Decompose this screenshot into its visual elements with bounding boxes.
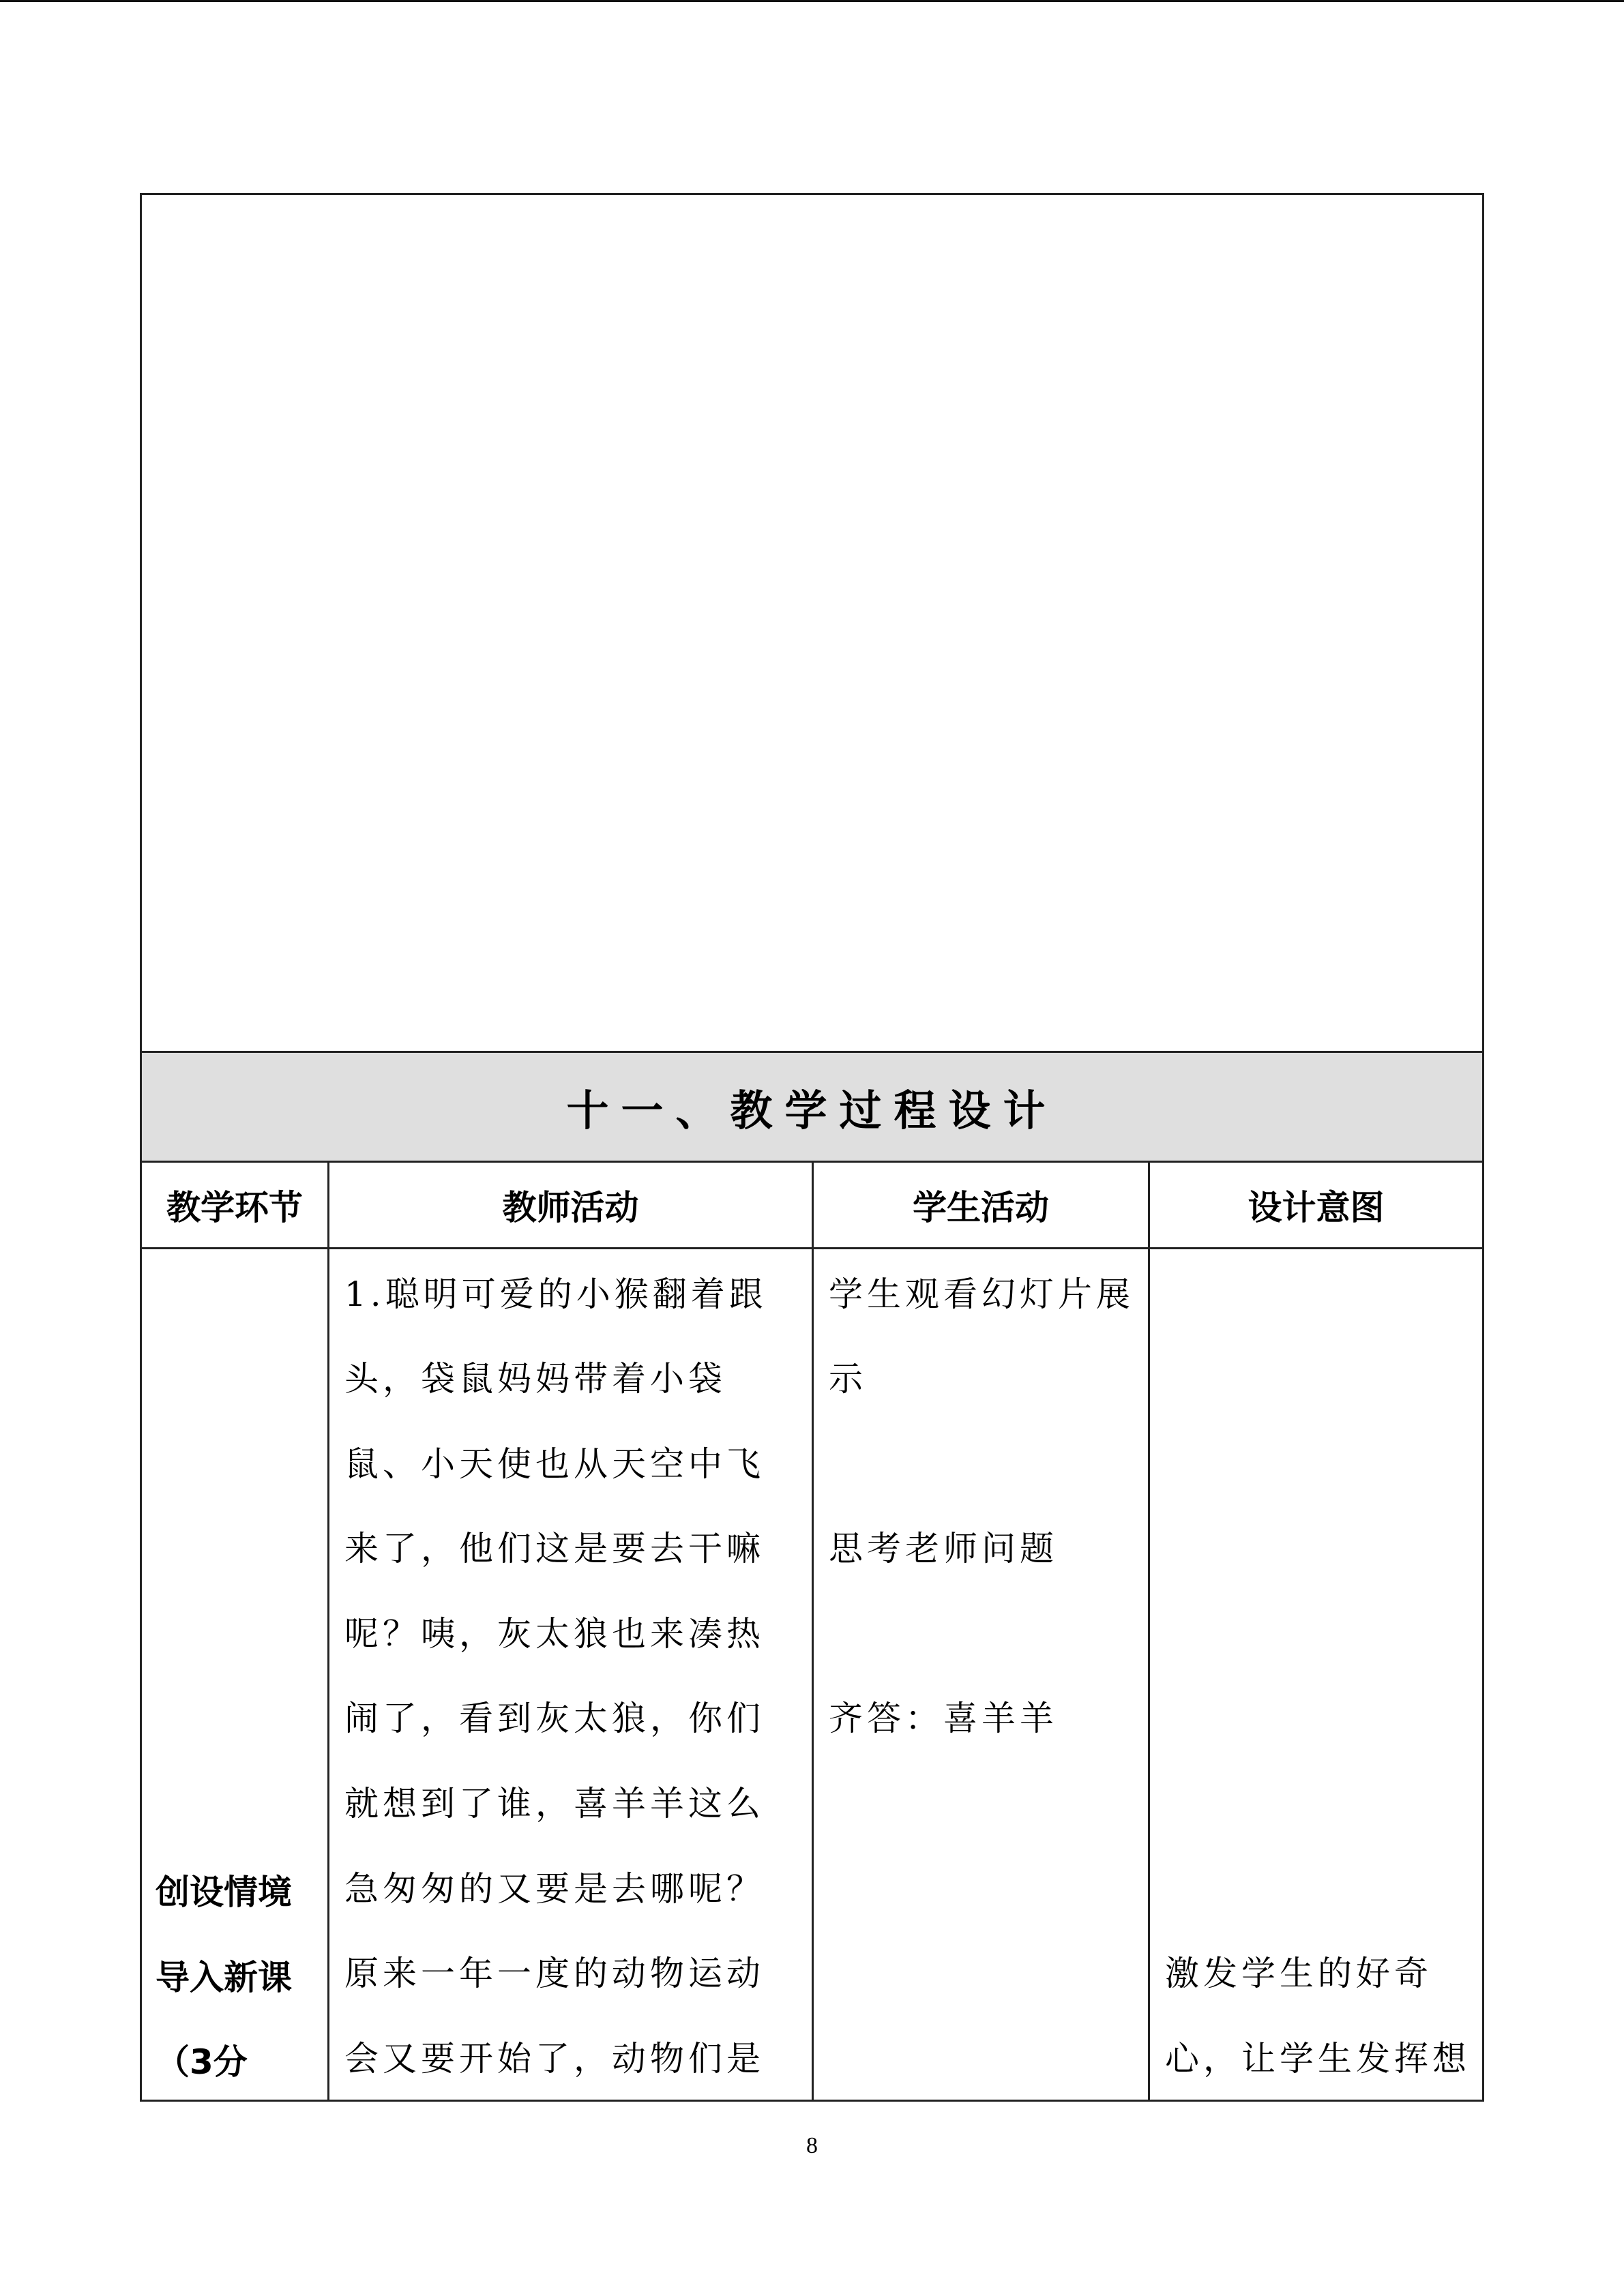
teacher-activity-line: 头，袋鼠妈妈带着小袋 bbox=[344, 1359, 726, 1399]
column-divider bbox=[327, 1163, 329, 2102]
teacher-activity-line: 闹了，看到灰太狼，你们 bbox=[344, 1699, 765, 1738]
design-intent-line: 激发学生的好奇 bbox=[1165, 1954, 1432, 1993]
page-top-edge bbox=[0, 0, 1624, 2]
stage-label-line: （3分 bbox=[156, 2042, 248, 2082]
page-number: 8 bbox=[806, 2133, 818, 2158]
teacher-activity-line: 就想到了谁，喜羊羊这么 bbox=[344, 1784, 765, 1823]
teacher-activity-line: 呢？咦，灰太狼也来凑热 bbox=[344, 1614, 765, 1654]
teacher-activity-line: 原来一年一度的动物运动 bbox=[344, 1954, 765, 1993]
header-teacher-activity: 教师活动 bbox=[502, 1188, 639, 1227]
teacher-activity-line: 会又要开始了，动物们是 bbox=[344, 2039, 765, 2078]
blank-cell-previous-section bbox=[142, 195, 1482, 1051]
stage-label-line: 创设情境 bbox=[156, 1873, 292, 1912]
stage-label-line: 导入新课 bbox=[156, 1958, 292, 1997]
design-intent-line: 心，让学生发挥想 bbox=[1165, 2039, 1471, 2078]
teacher-activity-line: 鼠、小天使也从天空中飞 bbox=[344, 1444, 765, 1484]
teacher-activity-line: 来了，他们这是要去干嘛 bbox=[344, 1529, 765, 1568]
column-divider bbox=[1148, 1163, 1150, 2102]
teacher-activity-line: 急匆匆的又要是去哪呢？ bbox=[344, 1869, 765, 1909]
student-activity-line: 齐答：喜羊羊 bbox=[829, 1699, 1058, 1738]
student-activity-line: 学生观看幻灯片展 bbox=[829, 1274, 1134, 1314]
section-title: 十一、教学过程设计 bbox=[566, 1085, 1058, 1135]
header-student-activity: 学生活动 bbox=[913, 1188, 1049, 1227]
section-title-band bbox=[142, 1051, 1482, 1163]
column-divider bbox=[812, 1163, 814, 2102]
header-teaching-stage: 教学环节 bbox=[166, 1188, 303, 1227]
student-activity-line: 思考老师问题 bbox=[829, 1529, 1058, 1568]
student-activity-line: 示 bbox=[829, 1359, 867, 1399]
teacher-activity-line: 1.聪明可爱的小猴翻着跟 bbox=[344, 1274, 767, 1314]
header-design-intent: 设计意图 bbox=[1247, 1188, 1385, 1227]
